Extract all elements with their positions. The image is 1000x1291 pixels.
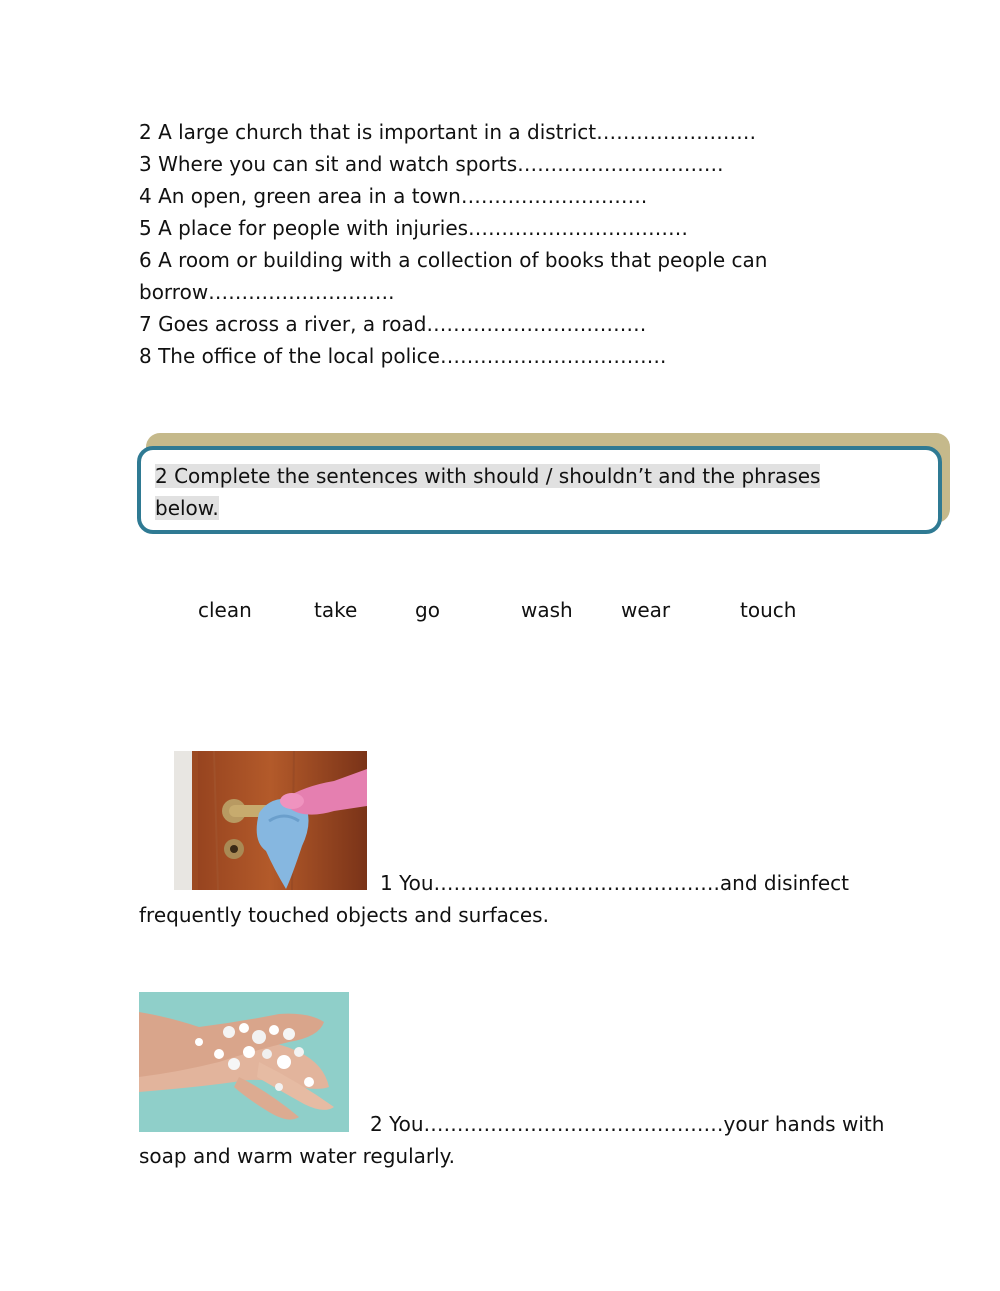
word-go: go	[415, 598, 440, 622]
definition-7: 7 Goes across a river, a road……………………………	[139, 312, 647, 336]
word-touch: touch	[740, 598, 797, 622]
definition-6-continued: borrow……………………….	[139, 280, 395, 304]
definition-4: 4 An open, green area in a town……………………….	[139, 184, 648, 208]
sentence-2-line-2: soap and warm water regularly.	[139, 1144, 456, 1168]
sentence-2-line-1: 2 You………………………………………your hands with	[370, 1112, 885, 1136]
definition-2: 2 A large church that is important in a district……………………	[139, 120, 757, 144]
word-take: take	[314, 598, 358, 622]
instruction-line-1: 2 Complete the sentences with should / shouldn’t and the phrases	[155, 464, 821, 488]
definition-6: 6 A room or building with a collection of books that people can	[139, 248, 768, 272]
word-wash: wash	[521, 598, 573, 622]
definition-8: 8 The office of the local police…………………………….	[139, 344, 667, 368]
definition-3: 3 Where you can sit and watch sports………………………….	[139, 152, 724, 176]
instruction-text	[155, 460, 875, 524]
word-clean: clean	[198, 598, 252, 622]
washing-hands-image	[139, 992, 349, 1132]
sentence-1-line-2: frequently touched objects and surfaces.	[139, 903, 549, 927]
word-wear: wear	[621, 598, 671, 622]
sentence-1-line-1: 1 You…………………………………….and disinfect	[380, 871, 849, 895]
definition-5: 5 A place for people with injuries……………………………	[139, 216, 689, 240]
instruction-line-2: below.	[155, 496, 219, 520]
cleaning-door-handle-image	[174, 751, 367, 890]
